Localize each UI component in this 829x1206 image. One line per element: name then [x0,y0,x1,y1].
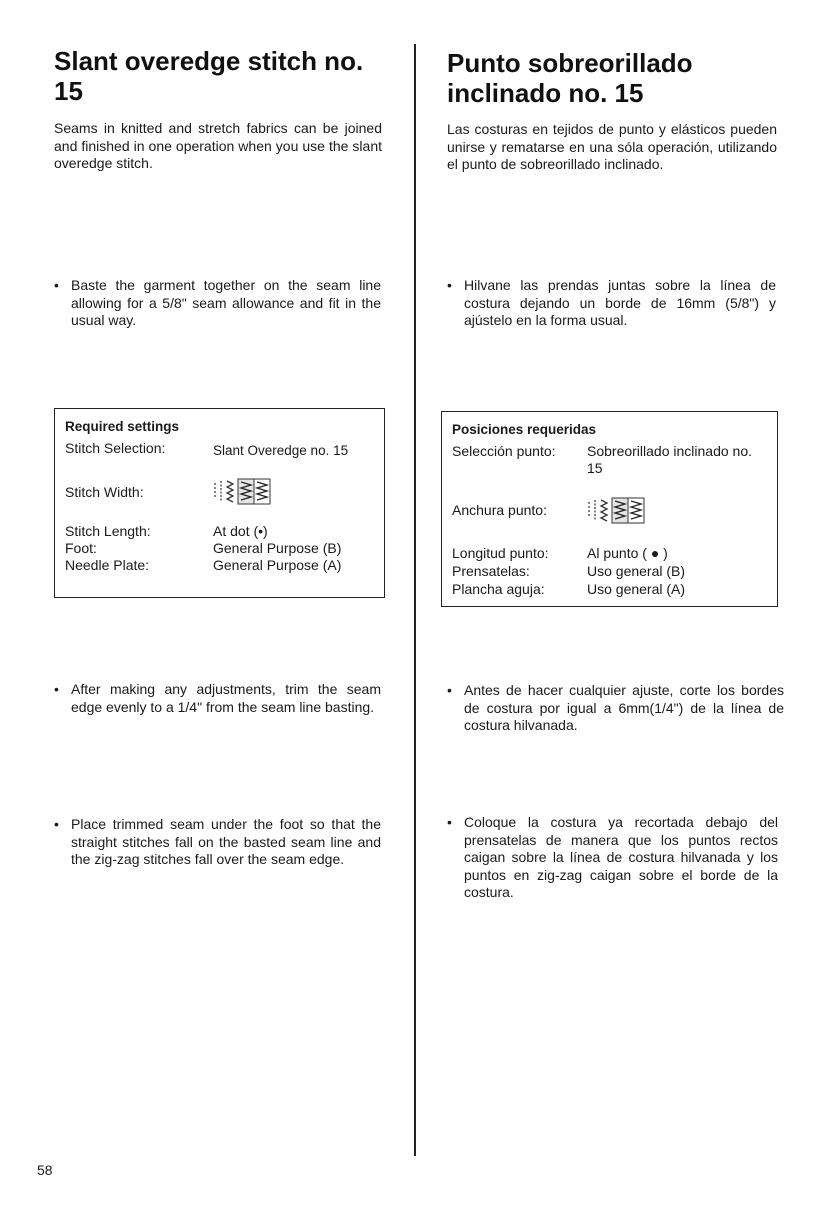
spanish-intro: Las costuras en tejidos de punto y elásticos pueden unirse y rematarse en una sóla operación, utilizando el punto de sobreorillado inclinado. [447,121,777,172]
page-number: 58 [37,1162,53,1178]
stitch-width-selector-icon [213,477,281,509]
spanish-foot-label: Prensatelas: [452,563,530,579]
english-step-1: • Baste the garment together on the seam line allowing for a 5/8" seam allowance and fit in the usual way. [54,277,381,330]
english-stitch-length-label: Stitch Length: [65,523,151,539]
english-needle-plate-label: Needle Plate: [65,557,150,573]
spanish-step-2: • Antes de hacer cualquier ajuste, corte los bordes de costura por igual a 6mm(1/4") de la línea de costura hilvanada. [447,682,784,735]
english-intro: Seams in knitted and stretch fabrics can be joined and finished in one operation when you use the slant overedge stitch. [54,120,382,171]
english-needle-plate-value: General Purpose (A) [213,557,342,573]
english-settings-heading: Required settings [65,419,180,434]
english-settings-box [54,408,385,598]
spanish-settings-box [441,411,778,607]
spanish-stitch-selection-label: Selección punto: [452,443,556,459]
spanish-step-3: • Coloque la costura ya recortada debajo del prensatelas de manera que los puntos rectos caigan sobre la línea de costura hilvanada y los puntos en zig-zag caigan sobre el borde de la costura. [447,814,778,902]
spanish-stitch-length-value: Al punto ( ● ) [587,545,668,561]
english-foot-label: Foot: [65,540,97,556]
column-divider [414,44,416,1156]
english-stitch-selection-label: Stitch Selection: [65,440,166,456]
english-title: Slant overedge stitch no. 15 [54,46,364,106]
english-step-3: • Place trimmed seam under the foot so that the straight stitches fall on the basted seam line and the zig-zag stitches fall over the seam edge. [54,816,381,869]
spanish-settings-heading: Posiciones requeridas [452,422,597,437]
spanish-stitch-length-label: Longitud punto: [452,545,549,561]
spanish-stitch-selection-value: Sobreorillado inclinado no. 15 [587,443,752,476]
stitch-width-selector-icon [587,496,655,528]
spanish-step-1: • Hilvane las prendas juntas sobre la línea de costura dejando un borde de 16mm (5/8") y ajústelo en la forma usual. [447,277,776,330]
english-foot-value: General Purpose (B) [213,540,342,556]
english-stitch-length-value: At dot (•) [213,523,268,539]
english-stitch-width-label: Stitch Width: [65,484,144,500]
english-step-2: • After making any adjustments, trim the seam edge evenly to a 1/4" from the seam line basting. [54,681,381,716]
spanish-stitch-width-label: Anchura punto: [452,502,547,518]
spanish-foot-value: Uso general (B) [587,563,686,579]
spanish-needle-plate-value: Uso general (A) [587,581,686,597]
spanish-title: Punto sobreorillado inclinado no. 15 [447,48,693,108]
spanish-needle-plate-label: Plancha aguja: [452,581,545,597]
english-stitch-selection-value: Slant Overedge no. 15 [213,443,349,458]
